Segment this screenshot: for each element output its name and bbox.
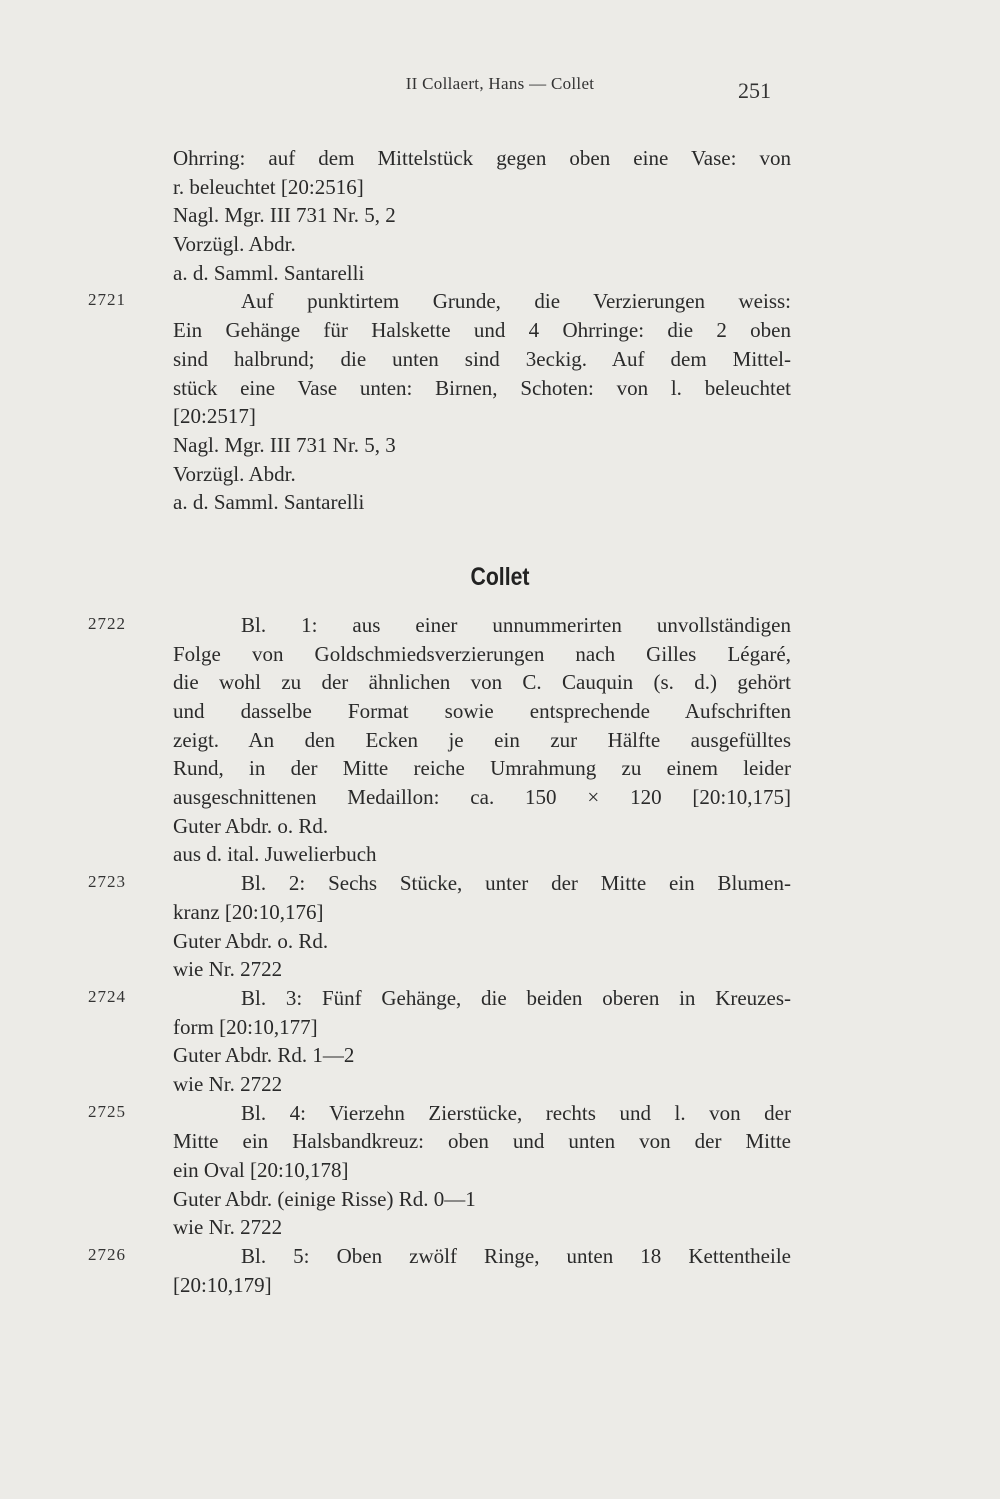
text-line: r. beleuchtet [20:2516]	[173, 174, 364, 199]
page-number: 251	[738, 78, 771, 103]
text-line: sind halbrund; die unten sind 3eckig. Auf dem Mittel-	[173, 346, 791, 371]
text-line: Vorzügl. Abdr.	[173, 461, 296, 486]
text-line: Bl. 5: Oben zwölf Ringe, unten 18 Kettentheile	[241, 1244, 791, 1269]
text-line: a. d. Samml. Santarelli	[173, 490, 365, 515]
text-line: wie Nr. 2722	[173, 957, 283, 982]
entry-number: 2724	[88, 986, 126, 1006]
text-line: [20:10,179]	[173, 1272, 272, 1297]
entry-number: 2721	[88, 290, 126, 310]
text-line: Auf punktirtem Grunde, die Verzierungen weiss:	[241, 289, 791, 314]
text-line: die wohl zu der ähnlichen von C. Cauquin (s. d.) gehört	[173, 670, 791, 695]
text-line: Guter Abdr. o. Rd.	[173, 813, 329, 838]
entry-number: 2725	[88, 1101, 126, 1121]
text-line: Vorzügl. Abdr.	[173, 232, 296, 257]
text-line: und dasselbe Format sowie entsprechende Aufschriften	[173, 699, 791, 723]
text-line: a. d. Samml. Santarelli	[173, 260, 365, 285]
text-line: Bl. 2: Sechs Stücke, unter der Mitte ein Blumen-	[241, 871, 791, 896]
text-line: wie Nr. 2722	[173, 1071, 283, 1096]
text-line: [20:2517]	[173, 404, 256, 429]
text-line: Nagl. Mgr. III 731 Nr. 5, 3	[173, 432, 396, 457]
text-line: Guter Abdr. o. Rd.	[173, 928, 329, 953]
text-line: Rund, in der Mitte reiche Umrahmung zu einem leider	[173, 756, 791, 781]
catalog-entry	[0, 1242, 1000, 1299]
catalog-entry	[0, 984, 1000, 1099]
text-line: Mitte ein Halsbandkreuz: oben und unten von der Mitte	[173, 1129, 791, 1154]
text-line: Ohrring: auf dem Mittelstück gegen oben eine Vase: von	[173, 146, 791, 170]
text-line: kranz [20:10,176]	[173, 899, 324, 924]
text-line: Bl. 1: aus einer unnummerirten unvollständigen	[241, 612, 791, 637]
text-line: Bl. 3: Fünf Gehänge, die beiden oberen in Kreuzes-	[241, 985, 791, 1010]
catalog-entry	[0, 287, 1000, 517]
running-head: II Collaert, Hans — Collet	[405, 74, 595, 93]
text-line: aus d. ital. Juwelierbuch	[173, 842, 377, 867]
text-line: Guter Abdr. Rd. 1—2	[173, 1043, 355, 1068]
catalog-entry	[0, 1099, 1000, 1242]
text-line: Nagl. Mgr. III 731 Nr. 5, 2	[173, 203, 396, 228]
entry-continuation	[0, 144, 1000, 287]
text-line: wie Nr. 2722	[173, 1215, 283, 1240]
text-line: stück eine Vase unten: Birnen, Schoten: von l. beleuchtet	[173, 375, 791, 400]
catalog-entry	[0, 869, 1000, 984]
text-line: ein Oval [20:10,178]	[173, 1158, 349, 1182]
text-line: zeigt. An den Ecken je ein zur Hälfte ausgefülltes	[173, 727, 791, 752]
entry-number: 2723	[88, 872, 126, 892]
text-line: Bl. 4: Vierzehn Zierstücke, rechts und l. von der	[241, 1100, 791, 1125]
text-line: form [20:10,177]	[173, 1014, 318, 1039]
catalog-entries	[0, 144, 1000, 1299]
section-heading: Collet	[470, 562, 530, 591]
text-line: Ein Gehänge für Halskette und 4 Ohrringe: die 2 oben	[173, 318, 791, 343]
text-line: Guter Abdr. (einige Risse) Rd. 0—1	[173, 1186, 476, 1211]
text-line: Folge von Goldschmiedsverzierungen nach Gilles Légaré,	[173, 641, 791, 666]
entry-number: 2722	[88, 613, 126, 633]
text-line: ausgeschnittenen Medaillon: ca. 150 × 120 [20:10,175]	[173, 785, 791, 810]
entry-number: 2726	[88, 1245, 126, 1265]
catalog-entry	[0, 611, 1000, 869]
